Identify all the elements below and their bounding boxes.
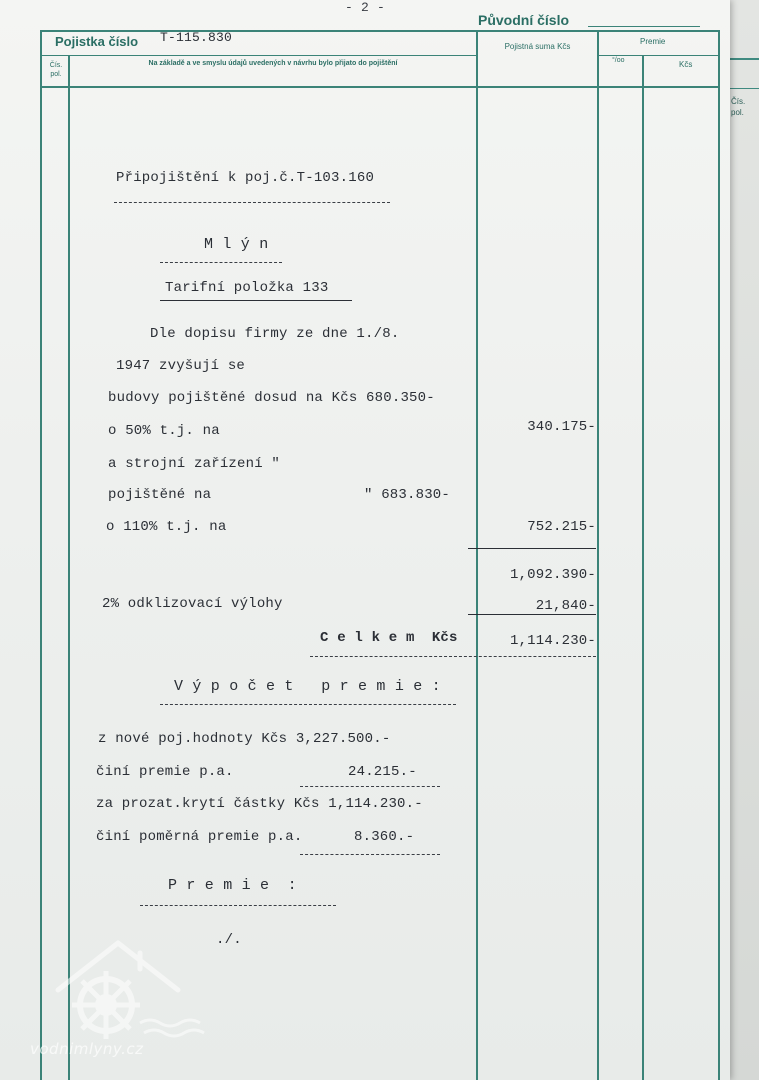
- amount-machinery: 752.215-: [527, 519, 596, 535]
- original-number-line: [588, 26, 700, 27]
- tariff-item-underline: [160, 300, 352, 301]
- calc-line-1: z nové poj.hodnoty Kčs 3,227.500.-: [98, 731, 391, 747]
- object-title: M l ý n: [204, 236, 269, 253]
- premium-title: P r e m i e :: [168, 877, 297, 894]
- tariff-item: Tarifní položka 133: [165, 280, 329, 296]
- col-line-premium-kcs: [642, 55, 644, 1080]
- total-label: C e l k e m Kčs: [320, 630, 458, 646]
- header-bottom-line: [40, 86, 720, 88]
- premium-value: ./.: [216, 932, 242, 948]
- calc-premium-1: 24.215.-: [348, 764, 417, 780]
- adjacent-sheet-label: Čís. pol.: [731, 97, 746, 117]
- supplement-title-underline: [114, 202, 390, 203]
- clearing-costs-amount: 21,840-: [535, 598, 596, 614]
- object-title-underline: [160, 262, 282, 263]
- frame-top: [40, 30, 720, 32]
- frame-right: [718, 30, 720, 1080]
- subtotal-rule: [468, 548, 596, 549]
- col-description-label: Na základě a ve smyslu údajů uvedených v návrhu bylo přijato do pojištění: [148, 60, 398, 67]
- body-line-4: o 50% t.j. na: [108, 423, 220, 439]
- total-amount: 1,114.230-: [509, 633, 596, 649]
- body-line-2: 1947 zvyšují se: [116, 358, 246, 374]
- amount-buildings: 340.175-: [527, 419, 596, 435]
- body-line-3: budovy pojištěné dosud na Kčs 680.350-: [108, 390, 435, 406]
- premium-header-divider: [597, 55, 718, 56]
- col-premium-label: Premie: [640, 37, 666, 46]
- col-permille-label: °/oo: [612, 57, 625, 64]
- calc-premium-2: 8.360.-: [354, 829, 415, 845]
- col-line-permille: [597, 30, 599, 1080]
- watermark-text: vodnimlyny.cz: [30, 1040, 144, 1058]
- col-sum-label: Pojistná suma Kčs: [504, 42, 571, 51]
- calc-line-4: činí poměrná premie p.a.: [96, 829, 303, 845]
- policy-number-divider: [40, 55, 476, 56]
- body-line-7: o 110% t.j. na: [106, 519, 227, 535]
- total-rule-top: [468, 614, 596, 615]
- col-line-sum: [476, 30, 478, 1080]
- body-line-1: Dle dopisu firmy ze dne 1./8.: [150, 326, 400, 342]
- body-line-5: a strojní zařízení ": [108, 456, 281, 472]
- col-line-number: [68, 55, 70, 1080]
- calc-premium-1-underline: [300, 786, 440, 787]
- clearing-costs-label: 2% odklizovací výlohy: [102, 596, 283, 612]
- subtotal: 1,092.390-: [509, 567, 596, 583]
- original-number-label: Původní číslo: [478, 12, 570, 28]
- total-underline: [310, 656, 596, 657]
- supplement-title: Připojištění k poj.č.T-103.160: [116, 170, 375, 186]
- calc-title-underline: [160, 704, 456, 705]
- calc-title: V ý p o č e t p r e m i e :: [174, 678, 441, 695]
- col-number-label: Čís. pol.: [49, 62, 63, 78]
- policy-number-label: Pojistka číslo: [55, 34, 139, 49]
- calc-premium-2-underline: [300, 854, 440, 855]
- col-premium-kcs-label: Kčs: [679, 60, 693, 69]
- machinery-ditto-amount: " 683.830-: [364, 487, 451, 503]
- page-number: - 2 -: [345, 0, 386, 15]
- policy-number-value: T-115.830: [160, 30, 233, 45]
- body-line-6: pojištěné na: [108, 487, 212, 503]
- calc-line-2: činí premie p.a.: [96, 764, 234, 780]
- calc-line-3: za prozat.krytí částky Kčs 1,114.230.-: [96, 796, 423, 812]
- frame-left: [40, 30, 42, 1080]
- premium-title-underline: [140, 905, 336, 906]
